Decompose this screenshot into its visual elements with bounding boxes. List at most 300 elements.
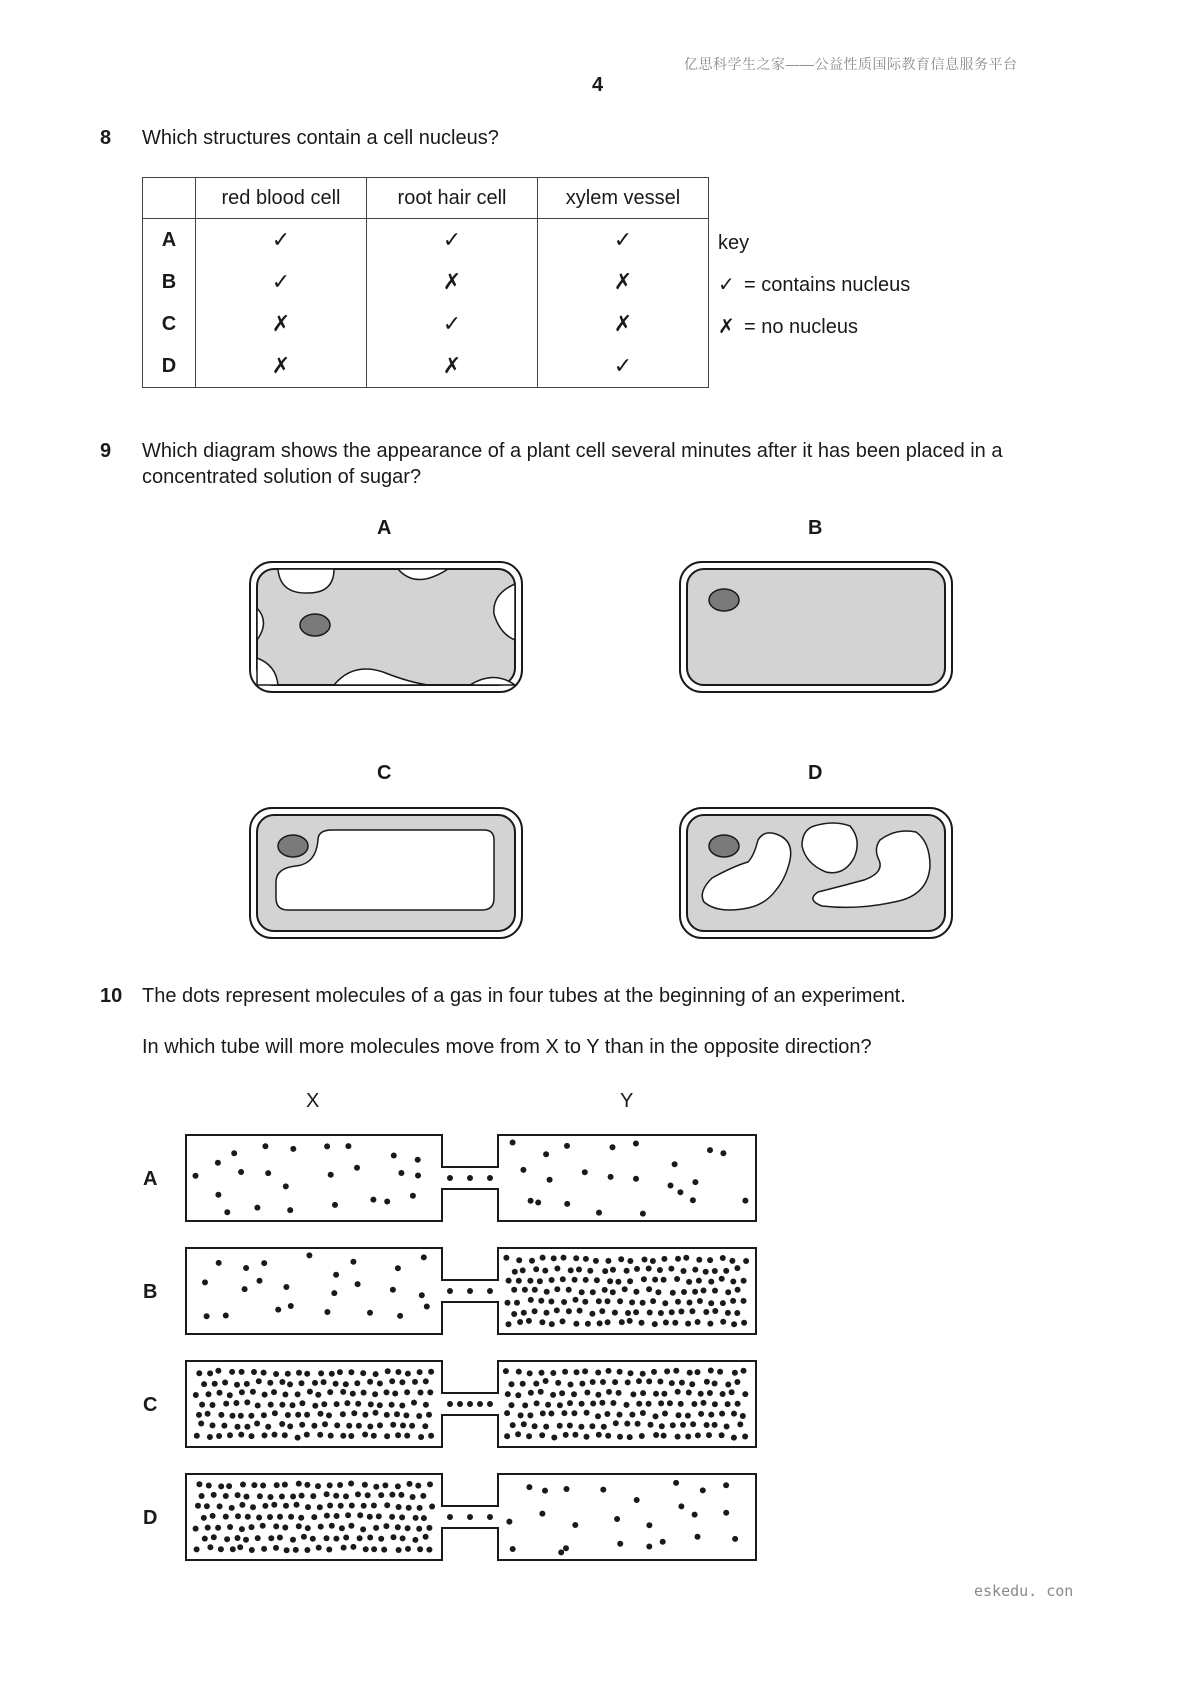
molecule-dot-y [532, 1423, 538, 1429]
molecule-dot-y [696, 1278, 702, 1284]
molecule-dot-y [539, 1319, 545, 1325]
molecule-dot-x [207, 1544, 213, 1550]
molecule-dot-x [412, 1379, 418, 1385]
molecule-dot-x [411, 1400, 417, 1406]
molecule-dot-x [404, 1389, 410, 1395]
molecule-dot-y [538, 1298, 544, 1304]
molecule-dot-y [689, 1308, 695, 1314]
molecule-dot-y [675, 1434, 681, 1440]
molecule-dot-y [606, 1368, 612, 1374]
molecule-dot-x [420, 1493, 426, 1499]
q10-number: 10 [100, 985, 123, 1007]
molecule-dot-x [417, 1546, 423, 1552]
molecule-dot-y [734, 1379, 740, 1385]
molecule-dot-x [390, 1287, 396, 1293]
molecule-dot-y [670, 1290, 676, 1296]
molecule-dot-y [742, 1391, 748, 1397]
molecule-dot-y [579, 1401, 585, 1407]
molecule-dot-x [400, 1535, 406, 1541]
molecule-dot-x [322, 1421, 328, 1427]
molecule-dot-x [296, 1370, 302, 1376]
molecule-dot-x [305, 1504, 311, 1510]
molecule-dot-x [222, 1380, 228, 1386]
molecule-dot-x [248, 1413, 254, 1419]
molecule-dot-x [288, 1514, 294, 1520]
molecule-dot-connector [487, 1514, 493, 1520]
molecule-dot-x [211, 1492, 217, 1498]
molecule-dot-y [615, 1279, 621, 1285]
molecule-dot-y [517, 1319, 523, 1325]
molecule-dot-y [734, 1310, 740, 1316]
molecule-dot-y [515, 1392, 521, 1398]
molecule-dot-y [741, 1368, 747, 1374]
molecule-dot-y [706, 1432, 712, 1438]
molecule-dot-y [528, 1297, 534, 1303]
molecule-dot-y [534, 1400, 540, 1406]
molecule-dot-y [540, 1410, 546, 1416]
molecule-dot-y [695, 1432, 701, 1438]
molecule-dot-x [217, 1503, 223, 1509]
molecule-dot-y [720, 1319, 726, 1325]
molecule-dot-x [310, 1493, 316, 1499]
molecule-dot-y [601, 1424, 607, 1430]
molecule-dot-y [596, 1210, 602, 1216]
molecule-dot-x [367, 1310, 373, 1316]
molecule-dot-x [290, 1537, 296, 1543]
molecule-dot-y [689, 1381, 695, 1387]
molecule-dot-y [558, 1549, 564, 1555]
col-header-xylem-vessel: xylem vessel [538, 178, 709, 219]
tube-diagram-a [184, 1133, 758, 1223]
molecule-dot-x [410, 1193, 416, 1199]
molecule-dot-y [510, 1140, 516, 1146]
molecule-dot-x [295, 1412, 301, 1418]
molecule-dot-x [202, 1536, 208, 1542]
molecule-dot-y [595, 1370, 601, 1376]
molecule-dot-connector [467, 1175, 473, 1181]
molecule-dot-x [328, 1433, 334, 1439]
molecule-dot-x [238, 1413, 244, 1419]
molecule-dot-y [616, 1390, 622, 1396]
molecule-dot-x [428, 1433, 434, 1439]
molecule-dot-x [371, 1433, 377, 1439]
molecule-dot-y [610, 1144, 616, 1150]
molecule-dot-x [333, 1381, 339, 1387]
molecule-dot-x [260, 1523, 266, 1529]
molecule-dot-x [199, 1493, 205, 1499]
molecule-dot-y [566, 1308, 572, 1314]
molecule-dot-x [324, 1309, 330, 1315]
molecule-dot-y [685, 1321, 691, 1327]
molecule-dot-x [345, 1143, 351, 1149]
molecule-dot-y [686, 1390, 692, 1396]
molecule-dot-x [315, 1483, 321, 1489]
molecule-dot-x [218, 1483, 224, 1489]
molecule-dot-x [274, 1482, 280, 1488]
molecule-dot-y [540, 1255, 546, 1261]
molecule-dot-y [551, 1255, 557, 1261]
molecule-dot-x [317, 1504, 323, 1510]
molecule-dot-x [288, 1303, 294, 1309]
molecule-dot-y [547, 1177, 553, 1183]
molecule-dot-x [296, 1481, 302, 1487]
molecule-dot-y [734, 1265, 740, 1271]
molecule-dot-y [548, 1411, 554, 1417]
molecule-dot-x [333, 1272, 339, 1278]
molecule-dot-y [566, 1287, 572, 1293]
molecule-dot-x [301, 1534, 307, 1540]
molecule-dot-x [260, 1483, 266, 1489]
molecule-dot-y [634, 1497, 640, 1503]
molecule-dot-x [327, 1503, 333, 1509]
molecule-dot-y [613, 1420, 619, 1426]
molecule-dot-y [571, 1410, 577, 1416]
key-title: key [718, 232, 750, 254]
molecule-dot-x [405, 1371, 411, 1377]
molecule-dot-y [516, 1257, 522, 1263]
molecule-dot-x [307, 1389, 313, 1395]
cell-label-c: C [377, 762, 392, 784]
molecule-dot-x [218, 1412, 224, 1418]
molecule-dot-y [708, 1300, 714, 1306]
molecule-dot-x [327, 1389, 333, 1395]
molecule-dot-y [729, 1258, 735, 1264]
molecule-dot-y [584, 1410, 590, 1416]
molecule-dot-x [395, 1432, 401, 1438]
molecule-dot-y [571, 1391, 577, 1397]
tube-label-c: C [143, 1394, 158, 1416]
molecule-dot-y [561, 1299, 567, 1305]
molecule-dot-x [251, 1482, 257, 1488]
molecule-dot-x [282, 1392, 288, 1398]
molecule-dot-x [215, 1160, 221, 1166]
tube-diagram-c [184, 1359, 758, 1449]
molecule-dot-y [622, 1286, 628, 1292]
molecule-dot-y [675, 1256, 681, 1262]
molecule-dot-y [585, 1321, 591, 1327]
molecule-dot-x [410, 1494, 416, 1500]
molecule-dot-x [365, 1492, 371, 1498]
molecule-dot-x [243, 1537, 249, 1543]
molecule-dot-x [350, 1544, 356, 1550]
molecule-dot-connector [447, 1175, 453, 1181]
molecule-dot-x [226, 1483, 232, 1489]
molecule-dot-x [367, 1514, 373, 1520]
mark-cell: ✗ [196, 345, 367, 388]
molecule-dot-x [354, 1165, 360, 1171]
molecule-dot-y [582, 1368, 588, 1374]
molecule-dot-y [543, 1151, 549, 1157]
molecule-dot-y [672, 1320, 678, 1326]
molecule-dot-x [304, 1432, 310, 1438]
molecule-dot-y [725, 1310, 731, 1316]
molecule-dot-y [590, 1289, 596, 1295]
molecule-dot-x [261, 1412, 267, 1418]
molecule-dot-y [504, 1433, 510, 1439]
molecule-dot-y [685, 1434, 691, 1440]
tick-meaning: = contains nucleus [744, 274, 911, 296]
molecule-dot-y [692, 1267, 698, 1273]
molecule-dot-y [742, 1434, 748, 1440]
molecule-dot-y [658, 1310, 664, 1316]
molecule-dot-x [212, 1381, 218, 1387]
molecule-dot-y [624, 1268, 630, 1274]
molecule-dot-x [273, 1523, 279, 1529]
molecule-dot-y [617, 1541, 623, 1547]
molecule-dot-x [243, 1265, 249, 1271]
molecule-dot-y [590, 1401, 596, 1407]
molecule-dot-x [265, 1170, 271, 1176]
molecule-dot-x [304, 1482, 310, 1488]
molecule-dot-x [385, 1368, 391, 1374]
molecule-dot-x [403, 1412, 409, 1418]
molecule-dot-y [662, 1411, 668, 1417]
molecule-dot-x [327, 1482, 333, 1488]
molecule-dot-y [672, 1161, 678, 1167]
molecule-dot-y [650, 1258, 656, 1264]
molecule-dot-y [725, 1382, 731, 1388]
molecule-dot-y [532, 1287, 538, 1293]
molecule-dot-y [594, 1277, 600, 1283]
molecule-dot-y [700, 1487, 706, 1493]
mark-cell: ✓ [367, 219, 538, 262]
molecule-dot-y [707, 1321, 713, 1327]
molecule-dot-x [279, 1379, 285, 1385]
molecule-dot-y [542, 1488, 548, 1494]
molecule-dot-y [595, 1392, 601, 1398]
molecule-dot-y [535, 1200, 541, 1206]
molecule-dot-x [373, 1410, 379, 1416]
molecule-dot-y [629, 1412, 635, 1418]
molecule-dot-x [306, 1252, 312, 1258]
molecule-dot-x [244, 1424, 250, 1430]
molecule-dot-y [719, 1411, 725, 1417]
tick-symbol: ✓ [718, 274, 735, 296]
molecule-dot-y [503, 1255, 509, 1261]
molecule-dot-x [428, 1369, 434, 1375]
mark-cell: ✓ [196, 261, 367, 303]
molecule-dot-y [551, 1435, 557, 1441]
molecule-dot-x [415, 1173, 421, 1179]
molecule-dot-x [239, 1526, 245, 1532]
molecule-dot-x [261, 1260, 267, 1266]
molecule-dot-x [405, 1525, 411, 1531]
q9-number: 9 [100, 440, 112, 462]
molecule-dot-x [204, 1503, 210, 1509]
molecule-dot-y [680, 1422, 686, 1428]
molecule-dot-y [574, 1369, 580, 1375]
table-row [143, 219, 709, 262]
cell-label-a: A [377, 517, 392, 539]
molecule-dot-x [377, 1422, 383, 1428]
molecule-dot-x [233, 1400, 239, 1406]
molecule-dot-x [290, 1402, 296, 1408]
molecule-dot-y [578, 1424, 584, 1430]
molecule-dot-x [261, 1370, 267, 1376]
molecule-dot-x [398, 1170, 404, 1176]
molecule-dot-y [731, 1321, 737, 1327]
molecule-dot-x [284, 1547, 290, 1553]
molecule-dot-y [624, 1402, 630, 1408]
molecule-dot-x [250, 1389, 256, 1395]
molecule-dot-y [595, 1413, 601, 1419]
molecule-dot-x [344, 1400, 350, 1406]
molecule-dot-x [249, 1433, 255, 1439]
molecule-dot-y [741, 1320, 747, 1326]
molecule-dot-y [712, 1401, 718, 1407]
molecule-dot-x [245, 1514, 251, 1520]
molecule-dot-y [712, 1422, 718, 1428]
molecule-dot-y [681, 1289, 687, 1295]
molecule-dot-connector [447, 1288, 453, 1294]
molecule-dot-x [223, 1313, 229, 1319]
molecule-dot-x [338, 1503, 344, 1509]
molecule-dot-x [218, 1546, 224, 1552]
molecule-dot-x [282, 1432, 288, 1438]
molecule-dot-connector [447, 1514, 453, 1520]
molecule-dot-y [555, 1380, 561, 1386]
table-row [143, 345, 709, 388]
molecule-dot-y [695, 1369, 701, 1375]
molecule-dot-x [238, 1432, 244, 1438]
molecule-dot-x [427, 1481, 433, 1487]
molecule-dot-y [720, 1150, 726, 1156]
label-y: Y [620, 1090, 634, 1112]
molecule-dot-x [254, 1421, 260, 1427]
molecule-dot-x [389, 1492, 395, 1498]
molecule-dot-x [285, 1371, 291, 1377]
molecule-dot-x [416, 1413, 422, 1419]
molecule-dot-x [262, 1503, 268, 1509]
molecule-dot-y [678, 1503, 684, 1509]
molecule-dot-y [605, 1433, 611, 1439]
molecule-dot-y [560, 1318, 566, 1324]
molecule-dot-x [337, 1369, 343, 1375]
molecule-dot-y [509, 1381, 515, 1387]
tube-label-d: D [143, 1507, 158, 1529]
molecule-dot-connector [447, 1401, 453, 1407]
molecule-dot-x [299, 1493, 305, 1499]
molecule-dot-x [198, 1421, 204, 1427]
molecule-dot-y [646, 1544, 652, 1550]
molecule-dot-y [557, 1423, 563, 1429]
molecule-dot-y [633, 1289, 639, 1295]
mark-cell: ✗ [538, 261, 709, 303]
molecule-dot-y [681, 1268, 687, 1274]
molecule-dot-x [275, 1307, 281, 1313]
molecule-dot-x [422, 1423, 428, 1429]
molecule-dot-y [506, 1321, 512, 1327]
molecule-dot-x [304, 1371, 310, 1377]
tube-label-a: A [143, 1168, 158, 1190]
molecule-dot-x [294, 1502, 300, 1508]
molecule-dot-x [394, 1411, 400, 1417]
molecule-dot-y [521, 1310, 527, 1316]
molecule-dot-y [582, 1299, 588, 1305]
molecule-dot-x [390, 1422, 396, 1428]
molecule-dot-x [279, 1421, 285, 1427]
molecule-dot-y [732, 1370, 738, 1376]
molecule-dot-x [316, 1545, 322, 1551]
molecule-dot-x [360, 1526, 366, 1532]
cell-diagram-a [248, 560, 524, 694]
row-label: C [143, 303, 196, 345]
molecule-dot-y [677, 1189, 683, 1195]
molecule-dot-x [399, 1514, 405, 1520]
molecule-dot-y [605, 1319, 611, 1325]
molecule-dot-x [362, 1432, 368, 1438]
molecule-dot-x [340, 1389, 346, 1395]
molecule-dot-x [328, 1172, 334, 1178]
nucleus-table [142, 177, 709, 388]
molecule-dot-x [341, 1545, 347, 1551]
molecule-dot-x [363, 1546, 369, 1552]
molecule-dot-y [737, 1421, 743, 1427]
molecule-dot-x [406, 1505, 412, 1511]
molecule-dot-x [334, 1513, 340, 1519]
molecule-dot-x [382, 1482, 388, 1488]
molecule-dot-x [311, 1423, 317, 1429]
molecule-dot-y [641, 1276, 647, 1282]
molecule-dot-x [384, 1433, 390, 1439]
molecule-dot-y [527, 1412, 533, 1418]
molecule-dot-y [661, 1277, 667, 1283]
molecule-dot-y [661, 1391, 667, 1397]
molecule-dot-x [423, 1378, 429, 1384]
molecule-dot-y [717, 1369, 723, 1375]
cross-meaning: = no nucleus [744, 316, 858, 338]
molecule-dot-x [239, 1369, 245, 1375]
molecule-dot-y [708, 1368, 714, 1374]
molecule-dot-x [262, 1143, 268, 1149]
molecule-dot-x [290, 1494, 296, 1500]
molecule-dot-y [559, 1390, 565, 1396]
molecule-dot-x [230, 1546, 236, 1552]
molecule-dot-x [346, 1423, 352, 1429]
molecule-dot-y [617, 1298, 623, 1304]
molecule-dot-y [673, 1368, 679, 1374]
molecule-dot-y [554, 1266, 560, 1272]
molecule-dot-x [229, 1505, 235, 1511]
molecule-dot-y [505, 1300, 511, 1306]
molecule-dot-x [242, 1286, 248, 1292]
molecule-dot-y [646, 1522, 652, 1528]
molecule-dot-y [720, 1391, 726, 1397]
molecule-dot-y [617, 1412, 623, 1418]
molecule-dot-x [381, 1547, 387, 1553]
molecule-dot-y [561, 1255, 567, 1261]
molecule-dot-y [589, 1423, 595, 1429]
molecule-dot-x [337, 1482, 343, 1488]
molecule-dot-x [378, 1492, 384, 1498]
molecule-dot-y [562, 1369, 568, 1375]
molecule-dot-y [692, 1179, 698, 1185]
molecule-dot-y [669, 1380, 675, 1386]
molecule-dot-y [610, 1400, 616, 1406]
page-number: 4 [592, 74, 604, 96]
molecule-dot-y [690, 1421, 696, 1427]
molecule-dot-y [673, 1480, 679, 1486]
molecule-dot-y [741, 1278, 747, 1284]
molecule-dot-x [267, 1380, 273, 1386]
molecule-dot-y [514, 1300, 520, 1306]
molecule-dot-x [329, 1523, 335, 1529]
molecule-dot-x [207, 1434, 213, 1440]
molecule-dot-y [743, 1258, 749, 1264]
molecule-dot-x [371, 1546, 377, 1552]
molecule-dot-x [215, 1368, 221, 1374]
molecule-dot-y [505, 1391, 511, 1397]
